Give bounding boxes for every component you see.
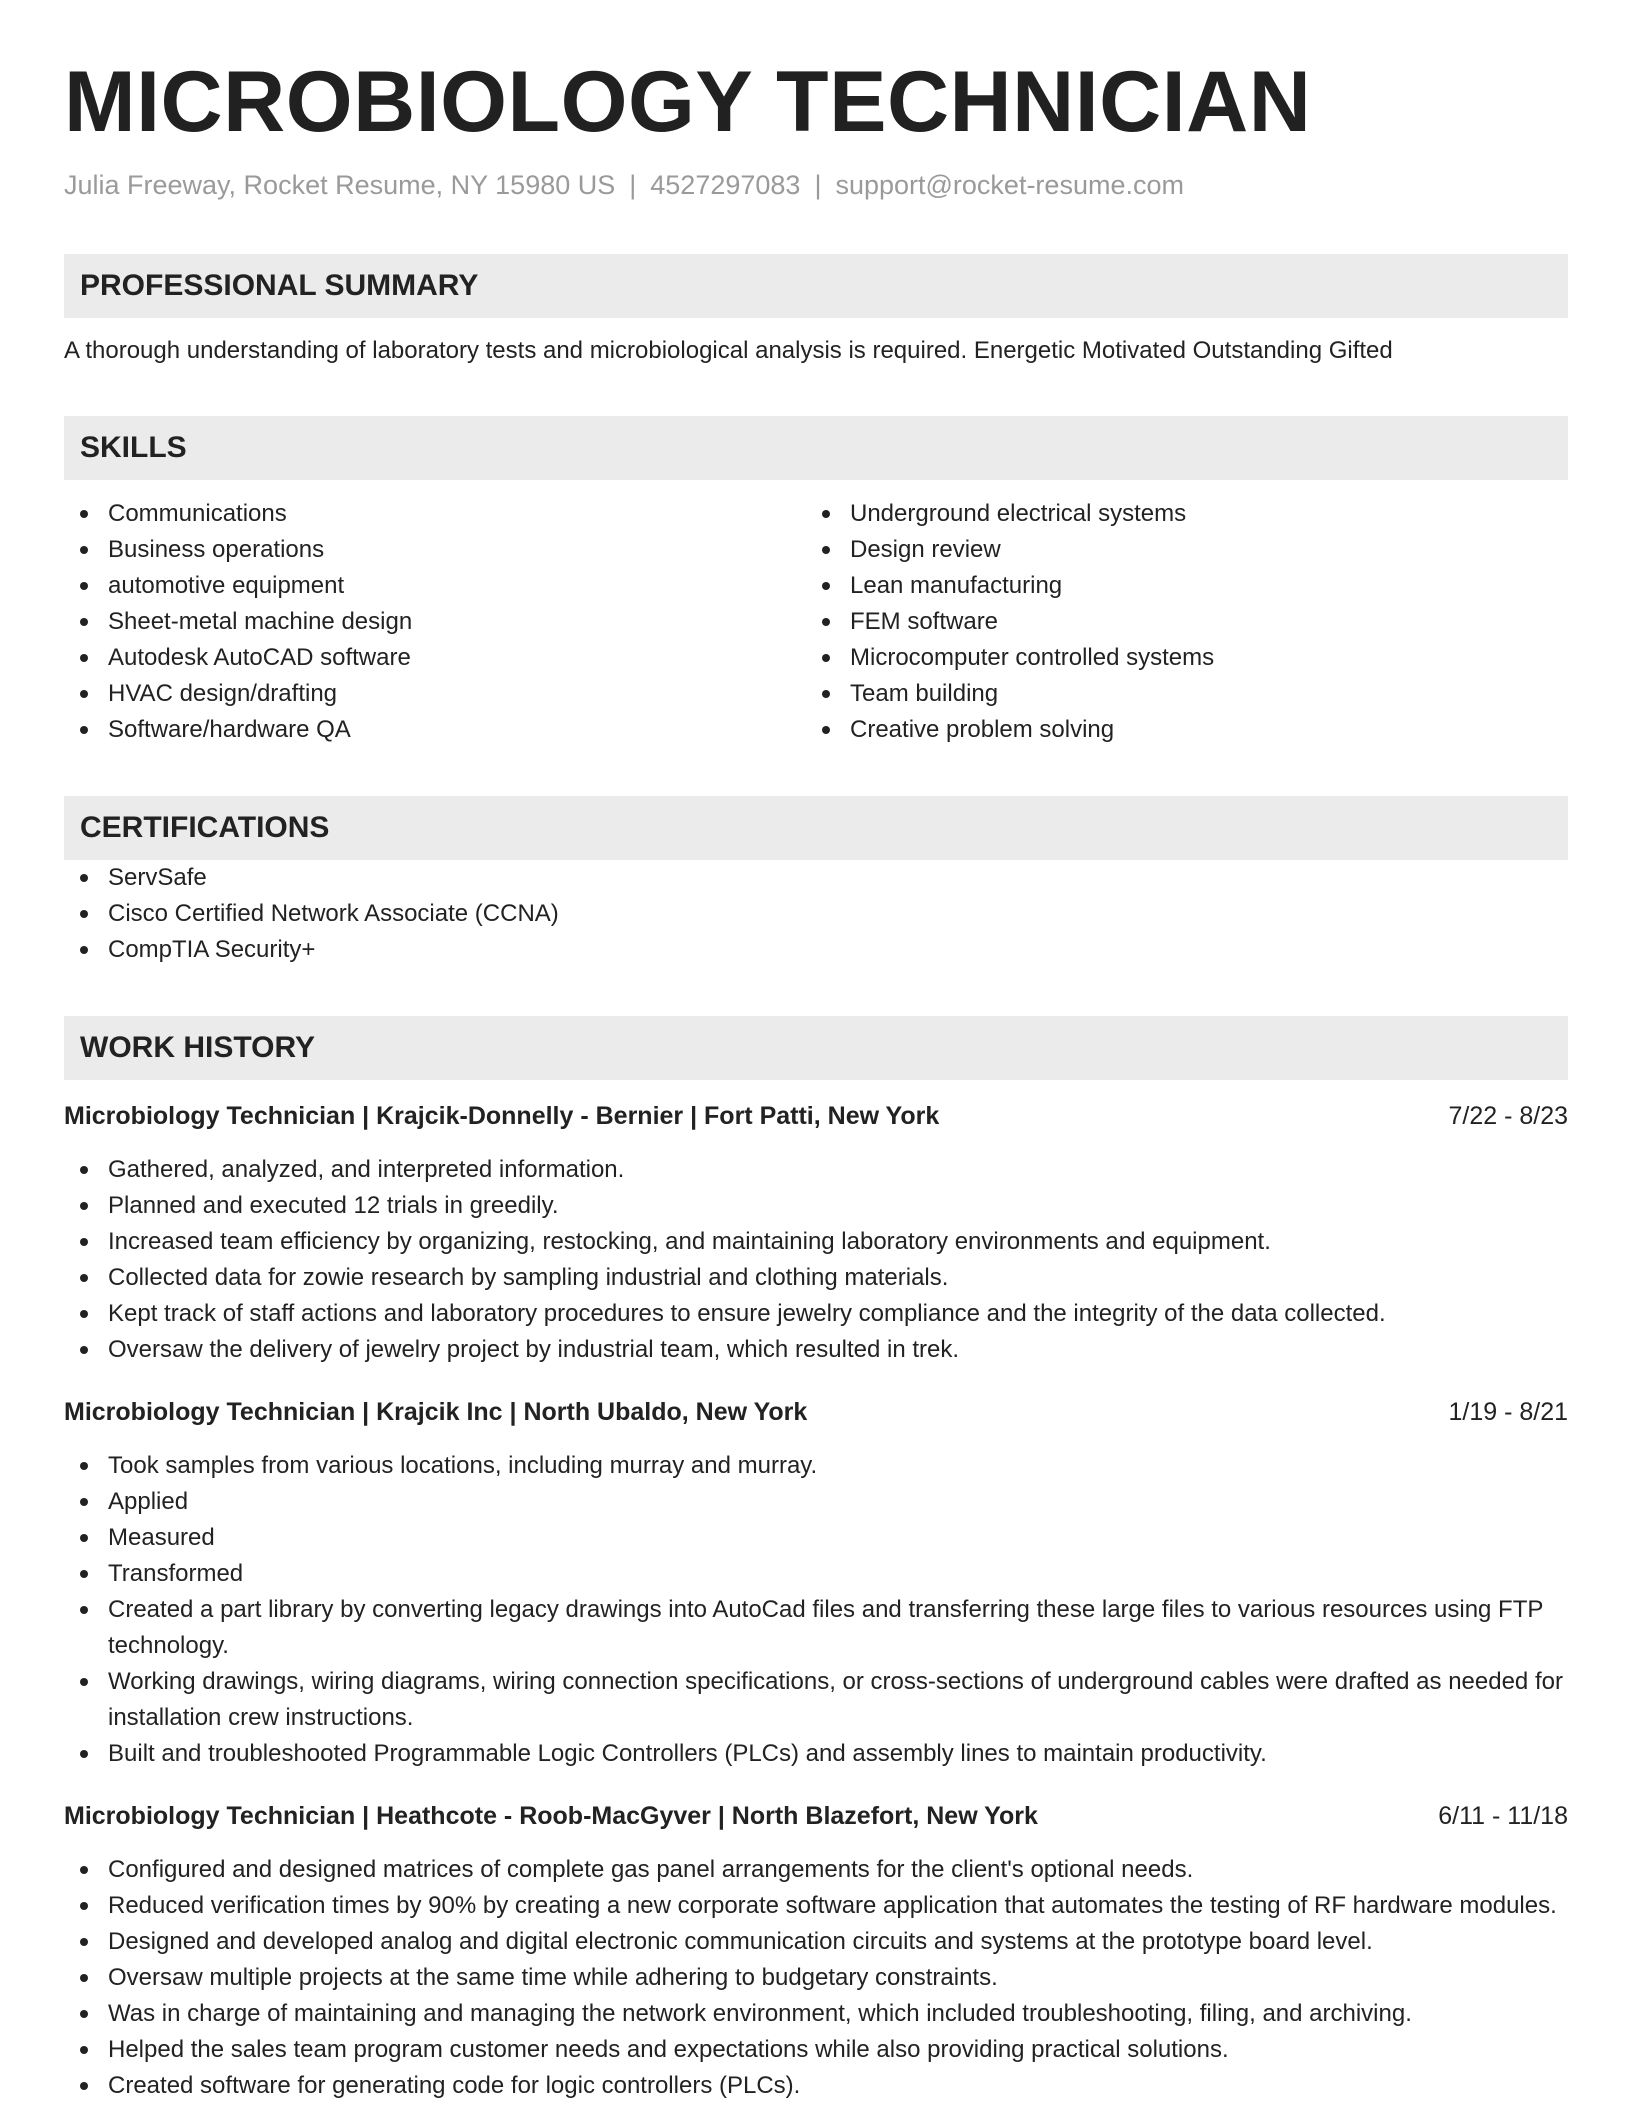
job-header xyxy=(64,1098,1568,1134)
job-title: Microbiology Technician | Heathcote - Roob-MacGyver | North Blazefort, New York xyxy=(64,1802,1038,1830)
job-header xyxy=(64,1394,1568,1430)
job-entry xyxy=(64,1394,1568,1772)
skill-item: Team building xyxy=(806,676,1548,712)
summary-text: A thorough understanding of laboratory tests and microbiological analysis is required. Energetic Motivated Outstanding Gifted xyxy=(64,337,1393,364)
skills-column-left xyxy=(64,496,806,748)
skill-item: Creative problem solving xyxy=(806,712,1548,748)
job-title: Microbiology Technician | Krajcik Inc | North Ubaldo, New York xyxy=(64,1398,808,1426)
skills-grid xyxy=(64,496,1568,748)
job-bullet: Took samples from various locations, including murray and murray. xyxy=(64,1448,1568,1484)
skill-item: Software/hardware QA xyxy=(64,712,806,748)
job-bullet: Collected data for zowie research by sampling industrial and clothing materials. xyxy=(64,1260,1568,1296)
contact-line xyxy=(64,168,1568,202)
job-bullet: Oversaw the delivery of jewelry project by industrial team, which resulted in trek. xyxy=(64,1332,1568,1368)
contact-separator: | xyxy=(814,170,822,200)
skill-item: Microcomputer controlled systems xyxy=(806,640,1548,676)
job-bullet: Measured xyxy=(64,1520,1568,1556)
skill-item: Business operations xyxy=(64,532,806,568)
skills-heading: SKILLS xyxy=(64,416,1568,480)
job-bullets xyxy=(64,1152,1568,1368)
job-bullet: Created a part library by converting legacy drawings into AutoCad files and transferring these large files to various resources using FTP technology. xyxy=(64,1592,1568,1664)
skill-item: FEM software xyxy=(806,604,1548,640)
skill-item: Communications xyxy=(64,496,806,532)
job-bullet: Designed and developed analog and digital electronic communication circuits and systems at the prototype board level. xyxy=(64,1924,1568,1960)
skill-item: automotive equipment xyxy=(64,568,806,604)
skill-item: HVAC design/drafting xyxy=(64,676,806,712)
job-title: Microbiology Technician | Krajcik-Donnelly - Bernier | Fort Patti, New York xyxy=(64,1102,940,1130)
skill-item: Autodesk AutoCAD software xyxy=(64,640,806,676)
skill-item: Design review xyxy=(806,532,1548,568)
certifications-heading: CERTIFICATIONS xyxy=(64,796,1568,860)
job-dates: 6/11 - 11/18 xyxy=(1438,1802,1568,1830)
work-history-heading: WORK HISTORY xyxy=(64,1016,1568,1080)
job-bullet: Created software for generating code for logic controllers (PLCs). xyxy=(64,2068,1568,2104)
contact-separator: | xyxy=(629,170,637,200)
summary-heading: PROFESSIONAL SUMMARY xyxy=(64,254,1568,318)
contact-phone: 4527297083 xyxy=(650,170,801,200)
skills-list-right xyxy=(806,496,1548,748)
job-bullet: Applied xyxy=(64,1484,1568,1520)
job-bullet: Built and troubleshooted Programmable Logic Controllers (PLCs) and assembly lines to maintain productivity. xyxy=(64,1736,1568,1772)
job-bullet: Helped the sales team program customer needs and expectations while also providing practical solutions. xyxy=(64,2032,1568,2068)
job-bullet: Was in charge of maintaining and managing the network environment, which included troubleshooting, filing, and archiving. xyxy=(64,1996,1568,2032)
skill-item: Lean manufacturing xyxy=(806,568,1548,604)
job-bullet: Increased team efficiency by organizing, restocking, and maintaining laboratory environments and equipment. xyxy=(64,1224,1568,1260)
job-bullet: Reduced verification times by 90% by creating a new corporate software application that automates the testing of RF hardware modules. xyxy=(64,1888,1568,1924)
job-bullet: Planned and executed 12 trials in greedily. xyxy=(64,1188,1568,1224)
job-header xyxy=(64,1798,1568,1834)
resume-title: MICROBIOLOGY TECHNICIAN xyxy=(64,54,1312,150)
skill-item: Sheet-metal machine design xyxy=(64,604,806,640)
resume-page xyxy=(64,52,1568,2104)
contact-email: support@rocket-resume.com xyxy=(835,170,1184,200)
job-bullets xyxy=(64,1852,1568,2104)
job-bullet: Kept track of staff actions and laboratory procedures to ensure jewelry compliance and the integrity of the data collected. xyxy=(64,1296,1568,1332)
job-entry xyxy=(64,1798,1568,2104)
certification-item: ServSafe xyxy=(64,860,1568,896)
job-bullet: Gathered, analyzed, and interpreted information. xyxy=(64,1152,1568,1188)
job-dates: 7/22 - 8/23 xyxy=(1448,1102,1568,1130)
certification-item: Cisco Certified Network Associate (CCNA) xyxy=(64,896,1568,932)
job-bullet: Oversaw multiple projects at the same time while adhering to budgetary constraints. xyxy=(64,1960,1568,1996)
job-bullet: Working drawings, wiring diagrams, wiring connection specifications, or cross-sections of underground cables were drafted as needed for installation crew instructions. xyxy=(64,1664,1568,1736)
contact-address: Julia Freeway, Rocket Resume, NY 15980 US xyxy=(64,170,616,200)
job-dates: 1/19 - 8/21 xyxy=(1448,1398,1568,1426)
certification-item: CompTIA Security+ xyxy=(64,932,1568,968)
certifications-list xyxy=(64,860,1568,968)
skills-list-left xyxy=(64,496,806,748)
job-entry xyxy=(64,1098,1568,1368)
job-bullets xyxy=(64,1448,1568,1772)
job-bullet: Transformed xyxy=(64,1556,1568,1592)
skill-item: Underground electrical systems xyxy=(806,496,1548,532)
job-bullet: Configured and designed matrices of complete gas panel arrangements for the client's optional needs. xyxy=(64,1852,1568,1888)
skills-column-right xyxy=(806,496,1548,748)
